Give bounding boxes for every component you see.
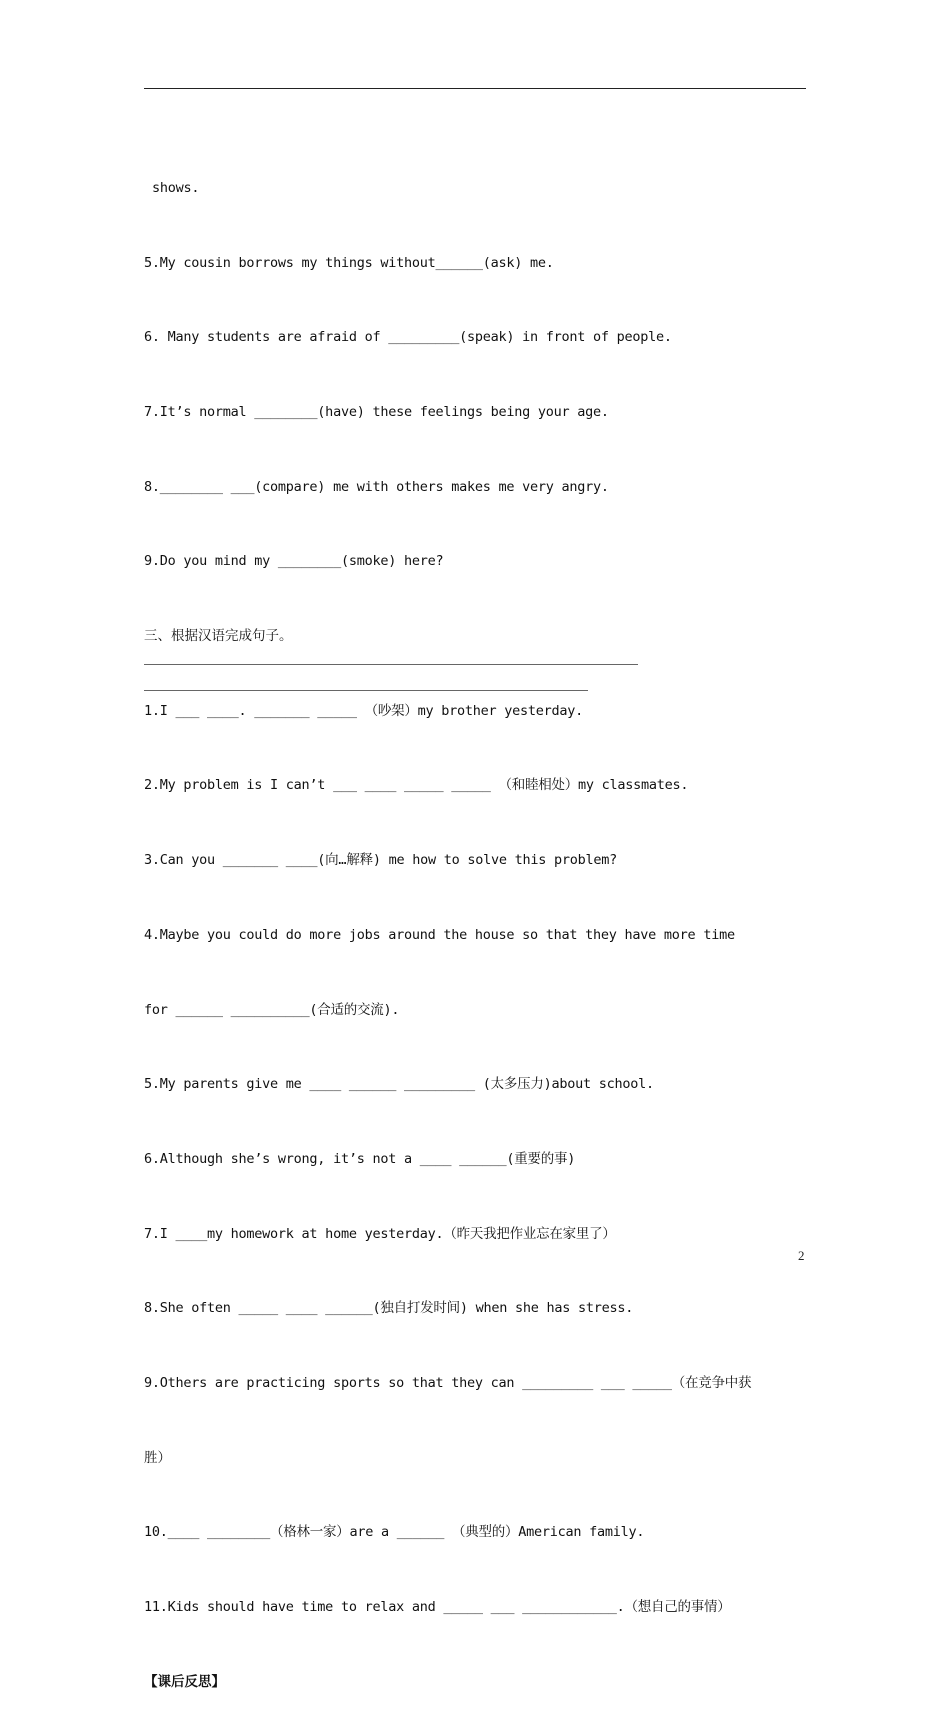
continuation-text: shows. <box>152 179 200 196</box>
translation-item-8: 8.She often _____ ____ ______(独自打发时间) when she has stress. <box>144 1300 634 1317</box>
section-heading-part3: 三、根据汉语完成句子。 <box>144 628 293 645</box>
worksheet-content <box>144 126 808 1720</box>
translation-item-1: 1.I ___ ____. _______ _____ （吵架）my brother yesterday. <box>144 702 584 719</box>
exercise-item-7: 7.It’s normal ________(have) these feelings being your age. <box>144 403 609 420</box>
translation-item-9-line2: 胜） <box>144 1449 171 1466</box>
translation-item-5: 5.My parents give me ____ ______ _________ (太多压力)about school. <box>144 1076 654 1093</box>
exercise-item-9: 9.Do you mind my ________(smoke) here? <box>144 553 444 570</box>
translation-item-9-line1: 9.Others are practicing sports so that they can _________ ___ _____（在竞争中获 <box>144 1375 752 1392</box>
translation-item-7: 7.I ____my homework at home yesterday.（昨天我把作业忘在家里了） <box>144 1225 616 1242</box>
page-number: 2 <box>798 1248 805 1263</box>
translation-item-10: 10.____ ________（格林一家）are a ______ （典型的）American family. <box>144 1524 645 1541</box>
translation-item-3: 3.Can you _______ ____(向…解释) me how to solve this problem? <box>144 852 618 869</box>
reflection-blank-line-1 <box>144 664 638 665</box>
translation-item-4-line1: 4.Maybe you could do more jobs around the house so that they have more time <box>144 926 735 943</box>
reflection-title: 【课后反思】 <box>144 1673 225 1690</box>
translation-item-2: 2.My problem is I can’t ___ ____ _____ _____ （和睦相处）my classmates. <box>144 777 689 794</box>
translation-item-4-line2: for ______ __________(合适的交流). <box>144 1001 400 1018</box>
exercise-item-6: 6. Many students are afraid of _________(speak) in front of people. <box>144 329 672 346</box>
exercise-item-5: 5.My cousin borrows my things without______(ask) me. <box>144 254 554 271</box>
reflection-blank-line-2 <box>144 690 588 691</box>
header-rule <box>144 88 806 89</box>
translation-item-6: 6.Although she’s wrong, it’s not a ____ ______(重要的事) <box>144 1150 576 1167</box>
exercise-item-8: 8.________ ___(compare) me with others makes me very angry. <box>144 478 609 495</box>
translation-item-11: 11.Kids should have time to relax and _____ ___ ____________.（想自己的事情） <box>144 1599 731 1616</box>
